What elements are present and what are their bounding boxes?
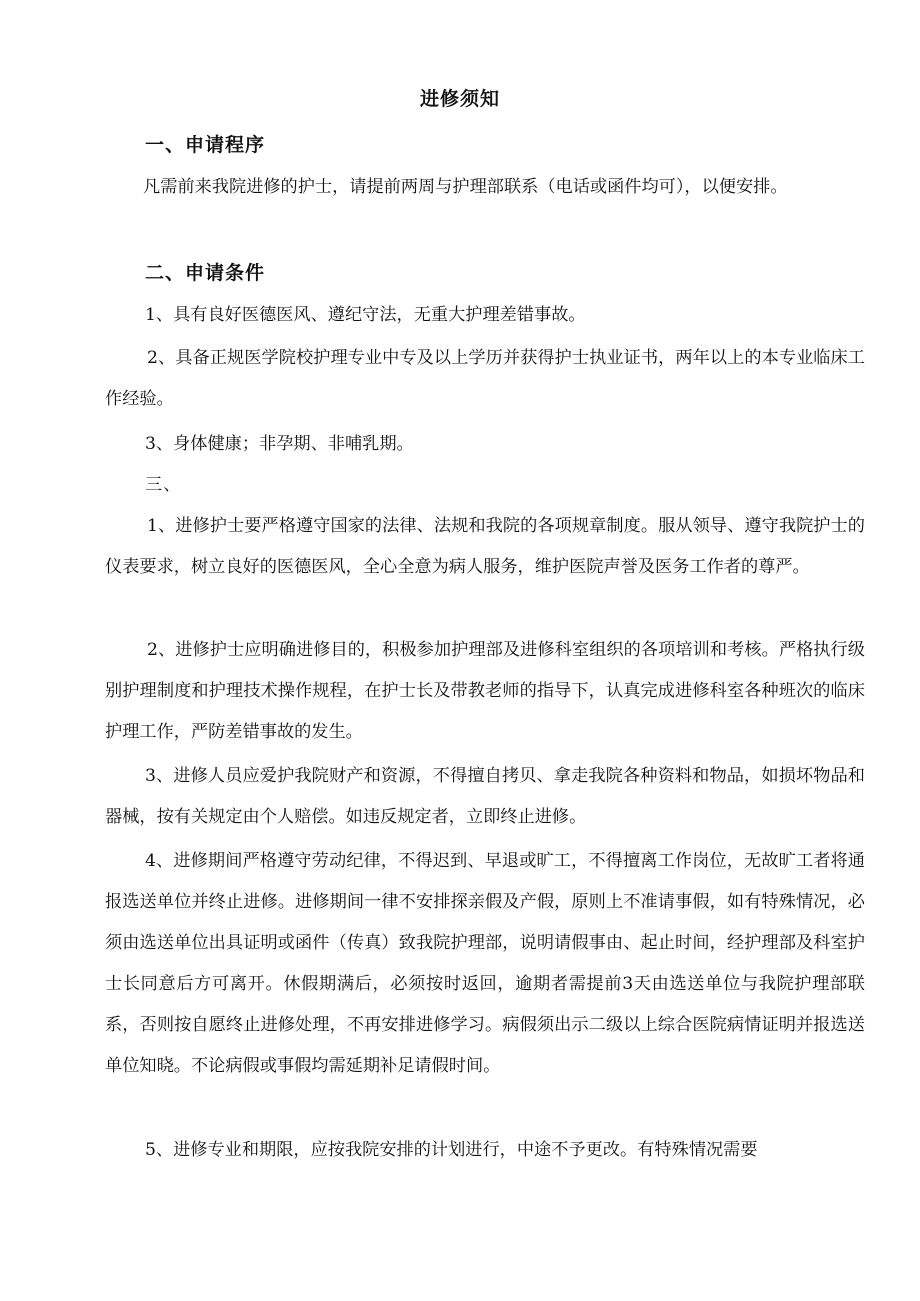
- rule-item-1: 1、进修护士要严格遵守国家的法律、法规和我院的各项规章制度。服从领导、遵守我院护士的仪表要求，树立良好的医德医风，全心全意为病人服务，维护医院声誉及医务工作者的尊严。: [105, 516, 865, 577]
- section-heading-application-procedure: 一、申请程序: [145, 134, 266, 156]
- section-heading-three: 三、: [145, 475, 182, 495]
- condition-item-1: 1、具有良好医德医风、遵纪守法，无重大护理差错事故。: [145, 305, 586, 325]
- document-title: 进修须知: [419, 88, 500, 110]
- rule-item-2: 2、进修护士应明确进修目的，积极参加护理部及进修科室组织的各项培训和考核。严格执行级别护理制度和护理技术操作规程，在护士长及带教老师的指导下，认真完成进修科室各种班次的临床护理工作，严防差错事故的发生。: [105, 640, 865, 742]
- rule-item-3: 3、进修人员应爱护我院财产和资源，不得擅自拷贝、拿走我院各种资料和物品，如损坏物品和器械，按有关规定由个人赔偿。如违反规定者，立即终止进修。: [105, 766, 865, 827]
- section-heading-application-conditions: 二、申请条件: [145, 262, 266, 284]
- condition-item-2: 2、具备正规医学院校护理专业中专及以上学历并获得护士执业证书，两年以上的本专业临床工作经验。: [105, 348, 865, 409]
- condition-item-3: 3、身体健康；非孕期、非哺乳期。: [145, 434, 414, 454]
- rule-item-5: 5、进修专业和期限，应按我院安排的计划进行，中途不予更改。有特殊情况需要: [145, 1140, 758, 1160]
- paragraph-application-procedure: 凡需前来我院进修的护士，请提前两周与护理部联系（电话或函件均可），以便安排。: [143, 177, 788, 197]
- rule-item-4: 4、进修期间严格遵守劳动纪律，不得迟到、早退或旷工，不得擅离工作岗位，无故旷工者将通报选送单位并终止进修。进修期间一律不安排探亲假及产假，原则上不准请事假，如有特殊情况，必须由选送单位出具证明或函件（传真）致我院护理部，说明请假事由、起止时间，经护理部及科室护士长同意后方可离开。休假期满后，必须按时返回，逾期者需提前3天由选送单位与我院护理部联系，否则按自愿终止进修处理，不再安排进修学习。病假须出示二级以上综合医院病情证明并报选送单位知晓。不论病假或事假均需延期补足请假时间。: [105, 851, 865, 1076]
